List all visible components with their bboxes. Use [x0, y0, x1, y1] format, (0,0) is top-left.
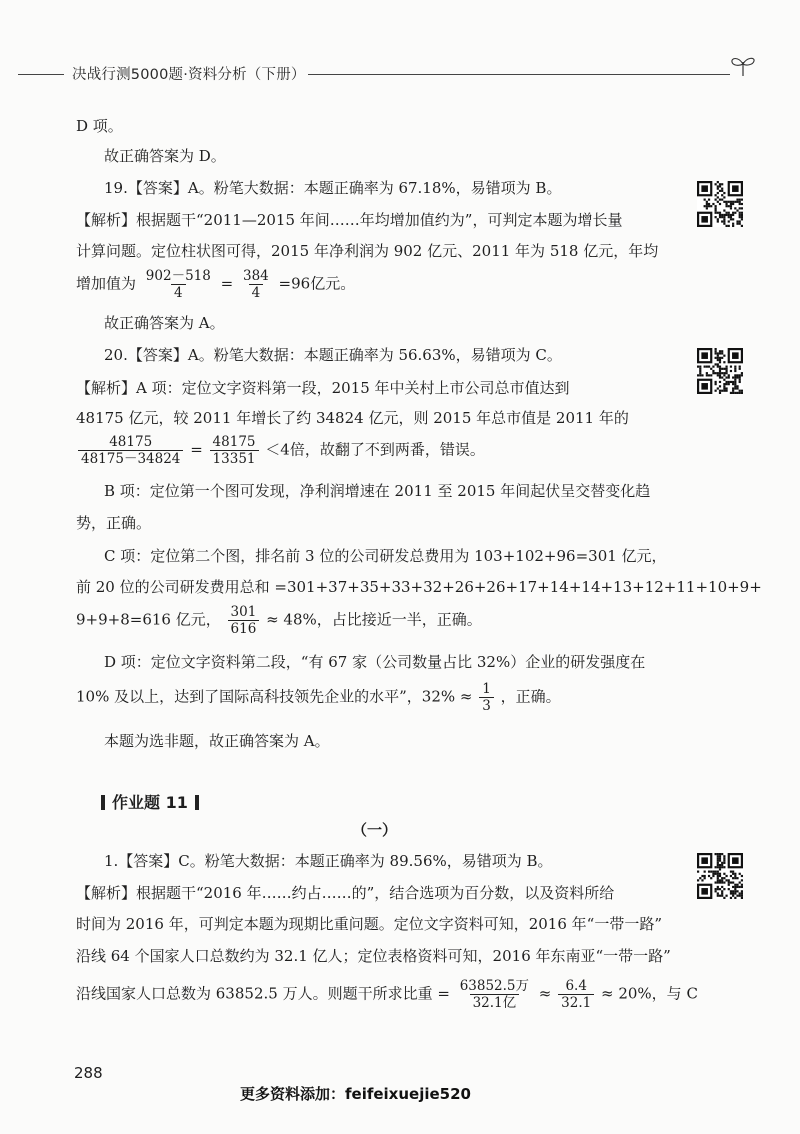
- equals-sign: =: [220, 274, 234, 293]
- option-c-line: 前 20 位的公司研发费用总和 =301+37+35+33+32+26+26+17+14+14+13+12+11+10+9+: [76, 578, 762, 596]
- option-b-line: B 项：定位第一个图可发现，净利润增速在 2011 至 2015 年间起伏呈交替变化趋: [104, 482, 651, 500]
- fraction: [558, 978, 594, 1011]
- fraction: [240, 268, 272, 301]
- option-d-line: D 项：定位文字资料第二段，“有 67 家（公司数量占比 32%）企业的研发强度在: [104, 653, 646, 671]
- denominator: 616: [228, 620, 260, 637]
- heading-bar-right: [195, 795, 199, 810]
- running-header-title: 决战行测5000题·资料分析（下册）: [72, 67, 306, 83]
- text-span: ＜4倍，故翻了不到两番，错误。: [265, 440, 485, 459]
- numerator: 384: [242, 268, 269, 284]
- qr-code[interactable]: [697, 348, 743, 394]
- option-c-line: C 项：定位第二个图，排名前 3 位的公司研发总费用为 103+102+96=301 亿元，: [104, 547, 667, 565]
- page-number: 288: [74, 1064, 103, 1082]
- promo-footer: 更多资料添加：feifeixuejie520: [240, 1085, 471, 1103]
- denominator: 32.1: [558, 994, 594, 1011]
- fraction: [210, 434, 259, 467]
- leaf-sprout-icon: [728, 52, 758, 82]
- approx-sign: ≈: [538, 984, 552, 1003]
- numerator: 902－518: [145, 268, 211, 284]
- numerator: 1: [482, 681, 491, 697]
- formula-line: [76, 978, 698, 1011]
- option-c-formula: [76, 604, 482, 637]
- qr-code[interactable]: [697, 181, 743, 227]
- formula-line: [76, 268, 355, 301]
- conclusion-line: 故正确答案为 A。: [104, 314, 225, 332]
- heading-bar-left: [101, 795, 105, 810]
- formula-line: [76, 434, 485, 467]
- text-span: 沿线国家人口总数为 63852.5 万人。则题干所求比重 =: [76, 984, 450, 1003]
- text-span: ≈ 20%，与 C: [601, 984, 698, 1003]
- numerator: 301: [230, 604, 257, 620]
- option-b-line: 势，正确。: [76, 514, 152, 532]
- qr-code[interactable]: [697, 853, 743, 899]
- equals-sign: =: [190, 440, 203, 459]
- header-rule-right: [308, 74, 730, 75]
- text-span: 10% 及以上，达到了国际高科技领先企业的水平”，32% ≈: [76, 687, 473, 706]
- denominator: 4: [249, 284, 264, 301]
- header-rule-left: [18, 74, 64, 75]
- analysis-line: 沿线 64 个国家人口总数约为 32.1 亿人；定位表格资料可知，2016 年东南亚“一带一路”: [76, 947, 671, 965]
- denominator: 32.1亿: [470, 994, 520, 1011]
- text-line: 故正确答案为 D。: [104, 147, 226, 165]
- answer-line-1: 1.【答案】C。粉笔大数据：本题正确率为 89.56%，易错项为 B。: [104, 852, 553, 870]
- numerator: 48175: [212, 434, 256, 450]
- homework-label: 作业题 11: [112, 793, 188, 812]
- homework-heading: [94, 790, 206, 813]
- text-span: 增加值为: [76, 274, 137, 293]
- text-span: =96亿元。: [278, 274, 356, 293]
- option-d-formula: [76, 681, 561, 714]
- numerator: 63852.5万: [459, 978, 530, 994]
- fraction: [457, 978, 532, 1011]
- text-span: ≈ 48%，占比接近一半，正确。: [266, 610, 482, 629]
- text-span: ，正确。: [500, 687, 561, 706]
- section-heading: （一）: [352, 821, 398, 839]
- analysis-line: 【解析】A 项：定位文字资料第一段，2015 年中关村上市公司总市值达到: [76, 379, 570, 397]
- text-span: 9+9+8=616 亿元，: [76, 610, 221, 629]
- denominator: 3: [479, 697, 494, 714]
- numerator: 48175: [109, 434, 153, 450]
- denominator: 13351: [210, 450, 259, 467]
- analysis-line: 48175 亿元，较 2011 年增长了约 34824 亿元，则 2015 年总市值是 2011 年的: [76, 409, 629, 427]
- text-line: D 项。: [76, 117, 123, 135]
- analysis-line: 计算问题。定位柱状图可得，2015 年净利润为 902 亿元、2011 年为 518 亿元，年均: [76, 242, 659, 260]
- numerator: 6.4: [565, 978, 587, 994]
- denominator: 4: [171, 284, 186, 301]
- answer-line-19: 19.【答案】A。粉笔大数据：本题正确率为 67.18%，易错项为 B。: [104, 179, 562, 197]
- fraction: [78, 434, 183, 467]
- conclusion-line: 本题为选非题，故正确答案为 A。: [104, 732, 330, 750]
- analysis-line: 【解析】根据题干“2011—2015 年间……年均增加值约为”，可判定本题为增长量: [76, 211, 623, 229]
- denominator: 48175－34824: [78, 450, 183, 467]
- fraction: [479, 681, 494, 714]
- analysis-line: 时间为 2016 年，可判定本题为现期比重问题。定位文字资料可知，2016 年“一带一路”: [76, 915, 662, 933]
- fraction: [228, 604, 260, 637]
- answer-line-20: 20.【答案】A。粉笔大数据：本题正确率为 56.63%，易错项为 C。: [104, 346, 562, 364]
- fraction: [143, 268, 214, 301]
- analysis-line: 【解析】根据题干“2016 年……约占……的”，结合选项为百分数，以及资料所给: [76, 884, 615, 902]
